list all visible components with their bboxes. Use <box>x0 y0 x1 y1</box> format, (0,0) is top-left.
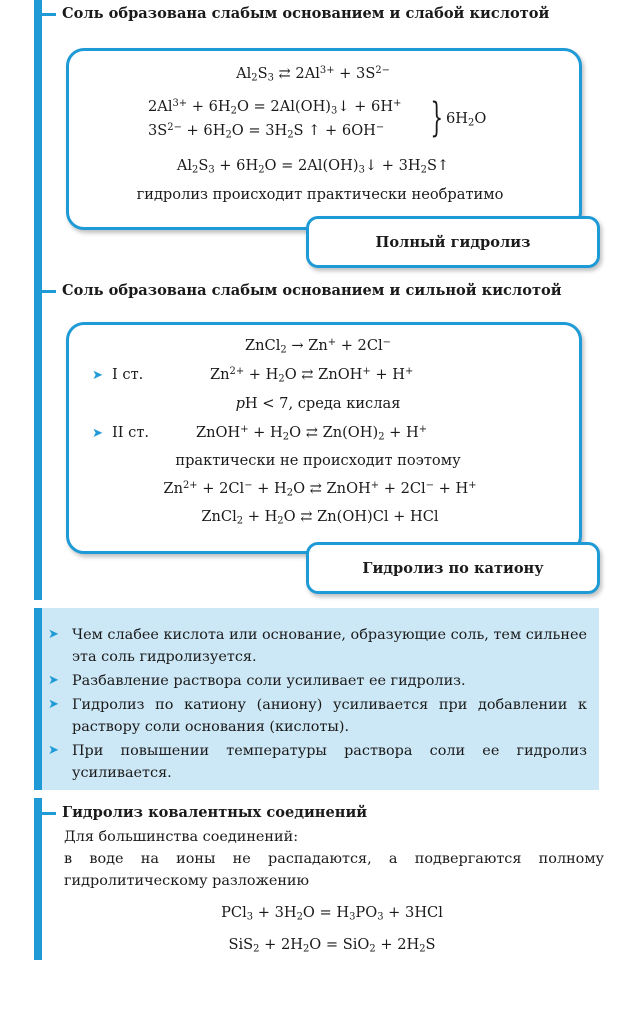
step1-arrow-icon: ➤ <box>92 368 103 383</box>
bullet-arrow-icon: ➤ <box>48 627 59 642</box>
section2-molecular-eq: ZnCl$_2$ + $H_2O$ ⇄ Zn(OH)Cl + HCl <box>201 508 439 527</box>
section3-heading: Гидролиз ковалентных соединений <box>42 804 367 821</box>
section1-heading: Соль образована слабым основанием и слабой кислотой <box>42 5 549 22</box>
section3-line2: в воде на ионы не распадаются, а подвергаются полному гидролитическому разложению <box>64 851 604 889</box>
section1-eq-total: $Al_2S_3 + 6H_2O$ = $2Al(OH)_3↓$ + $3H_2S↑$ <box>176 157 450 176</box>
section2-step1-eq: $Zn^{2+} + H_2O$ ⇄ ZnOH+ + H+ <box>210 366 414 385</box>
accent-bar-1 <box>34 0 42 600</box>
accent-bar-3 <box>34 798 42 960</box>
note-item: ➤ Гидролиз по катиону (аниону) усиливается при добавлении к раствору соли основания (кислоты). <box>72 694 587 738</box>
note-item: ➤ Чем слабее кислота или основание, образующие соль, тем сильнее эта соль гидролизуется. <box>72 624 587 668</box>
bullet-arrow-icon: ➤ <box>48 673 59 688</box>
bullet-arrow-icon: ➤ <box>48 697 59 712</box>
section1-eq-dissociation: $Al_2S_3$ ⇄ $2Al^{3+} + 3S^{2-}$ <box>236 65 390 84</box>
accent-bar-2 <box>34 608 42 790</box>
section1-eq-cation: $2Al^{3+} + 6H_2O$ = $2Al(OH)_3↓ + 6H^+$ <box>148 98 402 117</box>
section2-tag: Гидролиз по катиону <box>306 542 600 594</box>
section3-eq1: $PCl_3 + 3H_2O = H_3PO_3 + 3HCl$ <box>221 904 443 923</box>
note-item: ➤ Разбавление раствора соли усиливает ее гидролиз. <box>72 670 587 692</box>
section2-ph-note: pH < 7, среда кислая <box>235 395 401 412</box>
section2-step1-label: I ст. <box>112 366 144 383</box>
section2-heading: Соль образована слабым основанием и сильной кислотой <box>42 282 562 299</box>
section2-step2-label: II ст. <box>112 424 150 441</box>
section1-brace-label: $6H_2O$ <box>446 110 487 129</box>
section1-eq-anion: $3S^{2-} + 6H_2O = 3H_2S$ ↑ + 6OH− <box>148 122 385 141</box>
section3-line1: Для большинства соединений: <box>64 829 299 845</box>
heading-dash <box>42 13 56 16</box>
section1-note: гидролиз происходит практически необратимо <box>136 186 504 203</box>
section2-step2-note: практически не происходит поэтому <box>175 452 461 469</box>
section3-eq2: $SiS_2 + 2H_2O = SiO_2 + 2H_2S$ <box>228 936 436 955</box>
bullet-arrow-icon: ➤ <box>48 743 59 758</box>
section2-dissociation: ZnCl$_2$ → Zn+ + 2Cl− <box>245 337 391 356</box>
note-item: ➤ При повышении температуры раствора соли ее гидролиз усиливается. <box>72 740 587 784</box>
section2-step2-eq: ZnOH+ + $H_2O$ ⇄ $Zn(OH)_2 + H^+$ <box>196 424 428 443</box>
notes-panel <box>42 608 599 790</box>
section1-tag: Полный гидролиз <box>306 216 600 268</box>
heading-dash <box>42 290 56 293</box>
section2-ionic-eq: $Zn^{2+} + 2Cl^- + H_2O$ ⇄ ZnOH+ + 2Cl− + H+ <box>163 480 477 499</box>
brace-icon: } <box>430 95 444 141</box>
heading-dash <box>42 812 56 815</box>
step2-arrow-icon: ➤ <box>92 426 103 441</box>
